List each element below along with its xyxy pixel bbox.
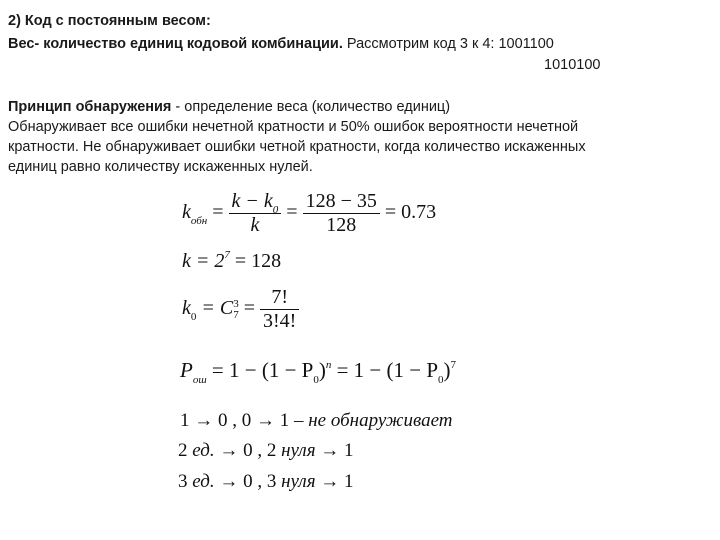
formula-k-obn-frac1 [229, 190, 282, 237]
formula-k0-c-sub: 7 [233, 308, 239, 321]
formula-p-lhs: P [180, 358, 193, 382]
formula-transitions-note: – не обнаруживает [289, 410, 453, 431]
principle-line-4: единиц равно количеству искаженных нулей. [8, 159, 313, 175]
formula-k-sup: 7 [224, 249, 230, 261]
formula-k0-num: 7! [271, 286, 289, 308]
principle-line-1 [8, 97, 708, 117]
formula-p-p0-sub: 0 [313, 374, 319, 386]
formula-k-obn-frac2 [303, 190, 380, 237]
formula-k-obn-num2: 128 − 35 [305, 190, 377, 212]
formula-p-sub: ош [192, 374, 207, 386]
formula-k0 [182, 286, 299, 333]
formula-two-unit: ед. [192, 440, 215, 461]
formula-k0-mid: = C [196, 297, 234, 320]
formula-three-end: → 1 [315, 471, 354, 492]
formula-p-part1: = 1 − (1 − P [206, 358, 314, 382]
formula-k0-den: 3!4! [260, 309, 299, 333]
formula-k [182, 250, 281, 273]
formula-k0-eq: = [238, 297, 256, 320]
formula-three-word: нуля [281, 471, 316, 492]
formula-k-obn [182, 190, 436, 237]
formula-k-rest: = 128 [229, 250, 282, 272]
formula-k-obn-frac1-num [229, 190, 282, 216]
formula-k-obn-den1: k [229, 213, 282, 237]
formula-k-obn-sub: обн [190, 215, 208, 228]
formula-k0-frac [260, 286, 299, 333]
formula-k-obn-eq: = [212, 201, 224, 224]
formula-two-prefix: 2 [178, 440, 193, 461]
principle-label: Принцип обнаружения [8, 99, 172, 115]
definition-rest: Рассмотрим код 3 к 4: 1001100 [342, 36, 554, 52]
formula-k-obn-result: = 0.73 [384, 201, 437, 224]
formula-three-units [178, 471, 354, 493]
formula-k-obn-lhs: k [182, 201, 191, 224]
formula-k-obn-num1: k − k [231, 190, 273, 212]
formula-three-unit: ед. [192, 471, 215, 492]
formula-k-obn-den2: 128 [303, 213, 380, 237]
formula-p-part2: = 1 − (1 − P [331, 358, 439, 382]
formula-transitions [180, 410, 453, 432]
formula-k0-lhs: k [182, 297, 191, 320]
principle-label-rest: - определение веса (количество единиц) [171, 99, 451, 115]
formula-three-mid: → 0 , 3 [214, 471, 282, 492]
formula-p-part2-end: ) [443, 358, 451, 382]
formula-k-obn-num1-sub: 0 [272, 204, 279, 216]
section-title: 2) Код с постоянным весом: [8, 13, 211, 29]
formula-p-seven-sup: 7 [450, 359, 457, 371]
formula-two-end: → 1 [315, 440, 354, 461]
principle-paragraph [8, 97, 708, 177]
code-word-2: 1010100 [544, 57, 601, 73]
formula-p-part1-end: ) [318, 358, 326, 382]
definition-term: Вес- количество единиц кодовой комбинации. [8, 36, 343, 52]
formula-two-word: нуля [281, 440, 316, 461]
formula-two-mid: → 0 , 2 [214, 440, 282, 461]
formula-three-prefix: 3 [178, 471, 193, 492]
formula-p-p0-sub2: 0 [438, 374, 444, 386]
formula-k0-sub: 0 [190, 311, 197, 324]
formula-k0-c-sup: 3 [233, 297, 239, 310]
formula-two-units [178, 440, 354, 462]
formula-transitions-text: 1 → 0 , 0 → 1 [180, 410, 290, 431]
formula-k-text: k = 2 [182, 250, 225, 272]
principle-line-3: кратности. Не обнаруживает ошибки четной кратности, когда количество искаженных [8, 139, 586, 155]
formula-k-obn-eq2: = [286, 201, 298, 224]
principle-line-2: Обнаруживает все ошибки нечетной кратности и 50% ошибок вероятности нечетной [8, 119, 579, 135]
formula-p-osh [180, 358, 457, 386]
definition-line [8, 34, 554, 54]
formula-p-n-sup: n [325, 359, 332, 371]
